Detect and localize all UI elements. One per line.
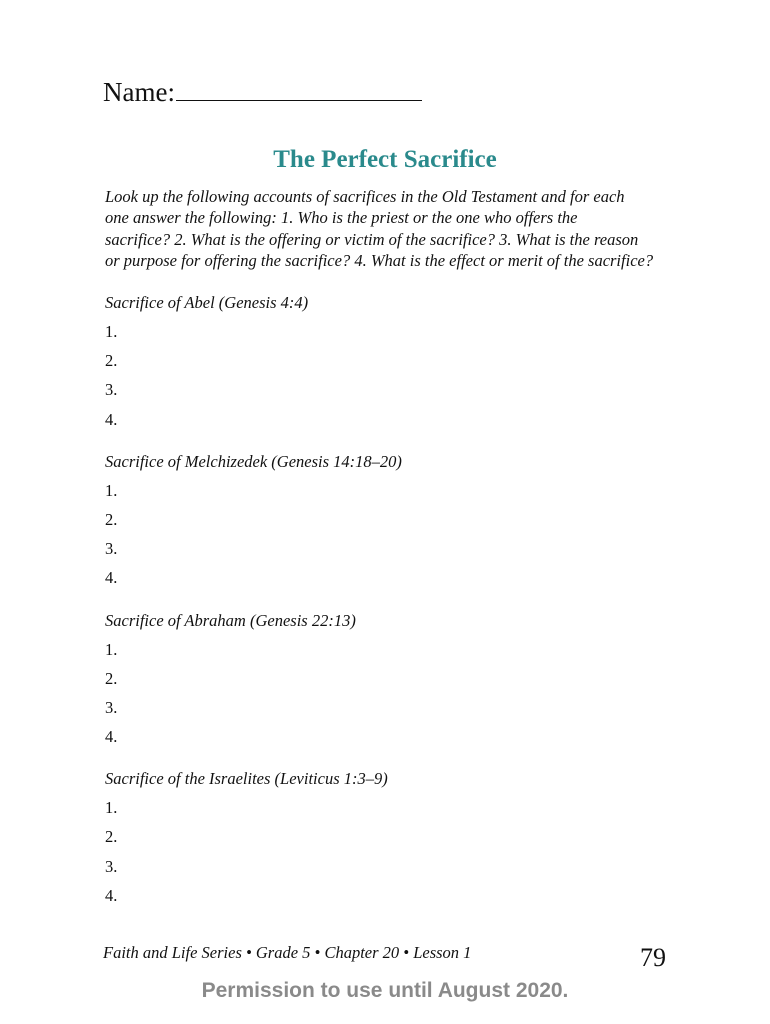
instructions <box>105 186 675 271</box>
name-label: Name: <box>103 77 175 107</box>
answer-number: 4. <box>105 410 118 429</box>
instructions-line: one answer the following: 1. Who is the priest or the one who offers the <box>105 208 578 228</box>
answer-number: 2. <box>105 669 118 688</box>
answer-number: 4. <box>105 886 118 905</box>
answer-number: 3. <box>105 539 118 558</box>
section-heading-abel: Sacrifice of Abel (Genesis 4:4) <box>105 293 309 312</box>
instructions-line: Look up the following accounts of sacrifices in the Old Testament and for each <box>105 187 625 206</box>
answer-number: 1. <box>105 481 118 500</box>
permission-notice: Permission to use until August 2020. <box>201 979 569 1002</box>
answer-number: 1. <box>105 322 118 341</box>
answer-number: 3. <box>105 698 118 717</box>
page-title: The Perfect Sacrifice <box>273 146 497 173</box>
section-heading-israelites: Sacrifice of the Israelites (Leviticus 1:3–9) <box>105 769 388 788</box>
answer-number: 4. <box>105 568 118 587</box>
instructions-line: sacrifice? 2. What is the offering or victim of the sacrifice? 3. What is the reason <box>105 229 639 249</box>
answer-number: 1. <box>105 798 118 817</box>
answer-number: 3. <box>105 380 118 399</box>
answer-number: 2. <box>105 510 118 529</box>
name-blank-line[interactable] <box>176 74 422 101</box>
section-heading-melchizedek: Sacrifice of Melchizedek (Genesis 14:18–20) <box>105 452 402 471</box>
answer-number: 1. <box>105 640 118 659</box>
section-heading-abraham: Sacrifice of Abraham (Genesis 22:13) <box>105 611 356 630</box>
footer-series: Faith and Life Series • Grade 5 • Chapter 20 • Lesson 1 <box>103 943 472 962</box>
name-field <box>103 74 422 109</box>
instructions-line: or purpose for offering the sacrifice? 4. What is the effect or merit of the sacrifice? <box>105 250 654 270</box>
answer-number: 4. <box>105 727 118 746</box>
page-number: 79 <box>640 943 666 972</box>
answer-number: 2. <box>105 351 118 370</box>
answer-number: 2. <box>105 827 118 846</box>
answer-number: 3. <box>105 857 118 876</box>
